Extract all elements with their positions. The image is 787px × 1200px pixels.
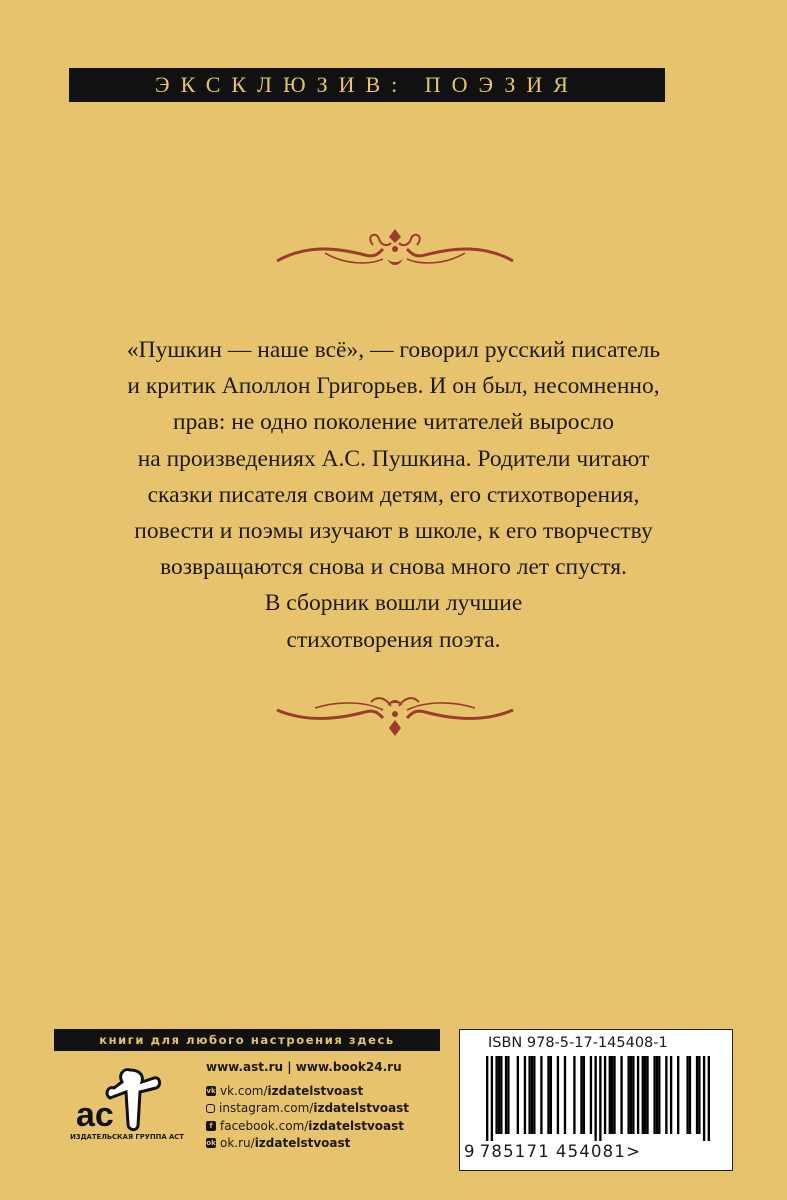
barcode-bar bbox=[557, 1056, 559, 1134]
description-line: прав: не одно поколение читателей выросло bbox=[173, 409, 614, 436]
barcode-bar bbox=[486, 1056, 488, 1141]
barcode-bar bbox=[677, 1056, 679, 1134]
description-line: на произведениях А.С. Пушкина. Родители читают bbox=[137, 445, 650, 472]
barcode-bar bbox=[613, 1056, 615, 1134]
barcode-bar bbox=[703, 1056, 705, 1141]
barcode-bar bbox=[547, 1056, 549, 1134]
description-line: стихотворения поэта. bbox=[286, 626, 501, 653]
barcode-bar bbox=[644, 1056, 646, 1134]
ornament-bottom bbox=[275, 688, 515, 738]
barcode-bar bbox=[689, 1056, 691, 1134]
barcode-bar bbox=[686, 1056, 688, 1134]
series-title: ЭКСКЛЮЗИВ: ПОЭЗИЯ bbox=[155, 72, 579, 97]
description-line: возвращаются снова и снова много лет спустя. bbox=[160, 554, 627, 581]
barcode-bar bbox=[498, 1056, 500, 1134]
barcode-bar bbox=[540, 1056, 542, 1134]
description-line: В сборник вошли лучшие bbox=[264, 590, 523, 617]
barcode-bar bbox=[670, 1056, 672, 1134]
barcode-bar bbox=[500, 1056, 502, 1134]
barcode-bar bbox=[507, 1056, 509, 1134]
publisher-tagline: книги для любого настроения здесь bbox=[54, 1029, 440, 1051]
barcode-bar bbox=[505, 1056, 507, 1134]
barcode-bar bbox=[630, 1056, 632, 1134]
barcode-bar bbox=[696, 1056, 698, 1134]
logo-lettering: ac bbox=[76, 1096, 114, 1134]
barcode-bar bbox=[491, 1056, 493, 1141]
ast-logo bbox=[72, 1062, 172, 1142]
barcode-bar bbox=[620, 1056, 622, 1134]
barcode bbox=[486, 1056, 710, 1141]
barcode-bar bbox=[658, 1056, 660, 1134]
isbn-label: ISBN 978-5-17-145408-1 bbox=[488, 1035, 668, 1051]
barcode-bar bbox=[583, 1056, 585, 1134]
social-link-facebook[interactable]: f facebook.com/ izdatelstvoast bbox=[206, 1117, 409, 1135]
barcode-bar bbox=[517, 1056, 519, 1134]
isbn-barcode-block bbox=[459, 1029, 733, 1171]
barcode-digits: 9 785171 454081> bbox=[464, 1142, 642, 1161]
barcode-bar bbox=[564, 1056, 566, 1134]
barcode-bar bbox=[642, 1056, 644, 1134]
description-line: «Пушкин — наше всё», — говорил русский писатель bbox=[126, 337, 661, 363]
description-line: и критик Аполлон Григорьев. И он был, несомненно, bbox=[127, 373, 660, 400]
social-links bbox=[206, 1082, 409, 1152]
barcode-bar bbox=[580, 1056, 582, 1134]
barcode-bar bbox=[550, 1056, 552, 1134]
publisher-name: ИЗДАТЕЛЬСКАЯ ГРУППА АСТ bbox=[70, 1133, 184, 1141]
odnoklassniki-icon: ok bbox=[206, 1139, 216, 1148]
barcode-bar bbox=[708, 1056, 710, 1141]
publisher-websites[interactable]: www.ast.ru | www.book24.ru bbox=[206, 1060, 402, 1074]
barcode-bar bbox=[646, 1056, 648, 1134]
barcode-bar bbox=[611, 1056, 613, 1134]
barcode-bar bbox=[609, 1056, 611, 1134]
description-line: повести и поэмы изучают в школе, к его творчеству bbox=[134, 518, 653, 545]
barcode-bar bbox=[604, 1056, 606, 1134]
barcode-bar bbox=[627, 1056, 629, 1134]
series-banner bbox=[69, 68, 665, 102]
book-description bbox=[60, 332, 727, 658]
barcode-bar bbox=[495, 1056, 497, 1134]
social-link-ok[interactable]: ok ok.ru/ izdatelstvoast bbox=[206, 1136, 351, 1151]
barcode-bar bbox=[524, 1056, 526, 1134]
ornament-top bbox=[275, 225, 515, 275]
vk-icon: vk bbox=[206, 1086, 216, 1095]
barcode-bar bbox=[665, 1056, 667, 1134]
barcode-bar bbox=[531, 1056, 533, 1134]
barcode-bar bbox=[698, 1056, 700, 1134]
social-link-instagram[interactable]: instagram.com/ izdatelstvoast bbox=[206, 1100, 409, 1118]
description-line: сказки писателя своим детям, его стихотворения, bbox=[147, 481, 640, 508]
barcode-bar bbox=[632, 1056, 634, 1134]
barcode-bar bbox=[637, 1056, 639, 1134]
barcode-bar bbox=[590, 1056, 592, 1134]
barcode-bar bbox=[573, 1056, 575, 1134]
barcode-bar bbox=[594, 1056, 596, 1141]
barcode-bar bbox=[533, 1056, 535, 1134]
facebook-icon: f bbox=[206, 1121, 216, 1131]
barcode-bar bbox=[528, 1056, 530, 1134]
barcode-bar bbox=[653, 1056, 655, 1134]
instagram-icon bbox=[206, 1104, 215, 1113]
barcode-bar bbox=[599, 1056, 601, 1141]
social-link-vk[interactable]: vk vk.com/ izdatelstvoast bbox=[206, 1083, 364, 1098]
barcode-bar bbox=[656, 1056, 658, 1134]
